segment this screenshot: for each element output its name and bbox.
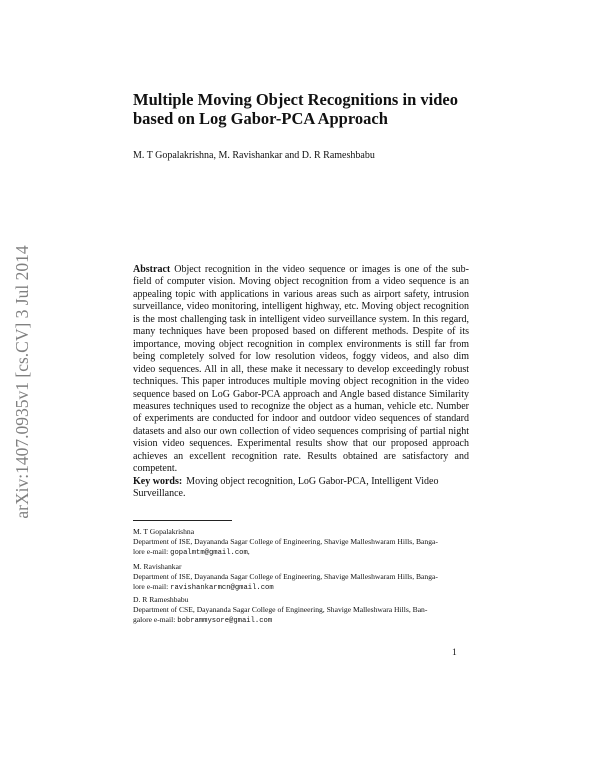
footnote-affiliation: Department of ISE, Dayananda Sagar College of Engineering, Shavige Malleshwaram Hills, Banga-	[133, 572, 438, 581]
footnote-affiliation: Department of ISE, Dayananda Sagar College of Engineering, Shavige Malleshwaram Hills, Banga-	[133, 537, 438, 546]
abstract-label: Abstract	[133, 264, 171, 275]
arxiv-stamp: arXiv:1407.0935v1 [cs.CV] 3 Jul 2014	[12, 245, 32, 519]
paper-title	[133, 90, 473, 128]
email-link[interactable]: ravishankarmcn@gmail.com	[170, 584, 274, 592]
title-line-2: based on Log Gabor-PCA Approach	[133, 109, 388, 128]
footnote-name: M. T Gopalakrishna	[133, 527, 195, 536]
footnote-affiliation: Department of CSE, Dayananda Sagar College of Engineering, Shavige Malleshwara Hills, Ban-	[133, 605, 428, 614]
abstract	[133, 264, 469, 476]
footnote-email-prefix: galore e-mail:	[133, 615, 176, 624]
footnote-email-prefix: lore e-mail:	[133, 582, 169, 591]
page-number: 1	[452, 648, 457, 658]
footnote-email-prefix: lore e-mail:	[133, 547, 169, 556]
author-list: M. T Gopalakrishna, M. Ravishankar and D. R Rameshbabu	[133, 150, 375, 161]
title-line-1: Multiple Moving Object Recognitions in video	[133, 90, 458, 109]
footnote-author-2	[133, 562, 469, 593]
email-link[interactable]: gopalmtm@gmail.com	[170, 549, 248, 557]
keywords	[133, 476, 469, 501]
footnote-name: D. R Rameshbabu	[133, 595, 189, 604]
footnote-divider	[133, 520, 232, 521]
footnote-name: M. Ravishankar	[133, 562, 182, 571]
email-link[interactable]: bobrammysore@gmail.com	[177, 617, 273, 625]
abstract-text: Object recognition in the video sequence or images is one of the sub-field of computer vision. Moving object recognition from a video sequence is an appealing topic with applications in various areas such as airport safety, intrusion surveillance, video monitoring, intelligent highway, etc. Moving object recognition is the most challenging task in intelligent video surveillance system. In this regard, many techniques have been proposed based on different methods. Despite of its importance, moving object recognition in complex environments is still far from being completely solved for low resolution videos, foggy videos, and also dim video sequences. All in all, these make it necessary to develop exceedingly robust techniques. This paper introduces multiple moving object recognition in the video sequence based on LoG Gabor-PCA approach and Angle based distance Similarity measures techniques used to recognize the object as a human, vehicle etc. Number of experiments are conducted for indoor and outdoor video sequences of standard datasets and also our own collection of video sequences comprising of partial night vision video sequences. Experimental results show that our proposed approach achieves an excellent recognition rate. Results obtained are satisfactory and competent.	[133, 264, 469, 475]
keywords-text: Moving object recognition, LoG Gabor-PCA, Intelligent Video Surveillance.	[133, 476, 439, 500]
footnote-author-3	[133, 595, 469, 626]
footnote-author-1	[133, 527, 469, 558]
footnote-email-suffix: ,	[247, 547, 250, 556]
keywords-label: Key words:	[133, 476, 183, 487]
